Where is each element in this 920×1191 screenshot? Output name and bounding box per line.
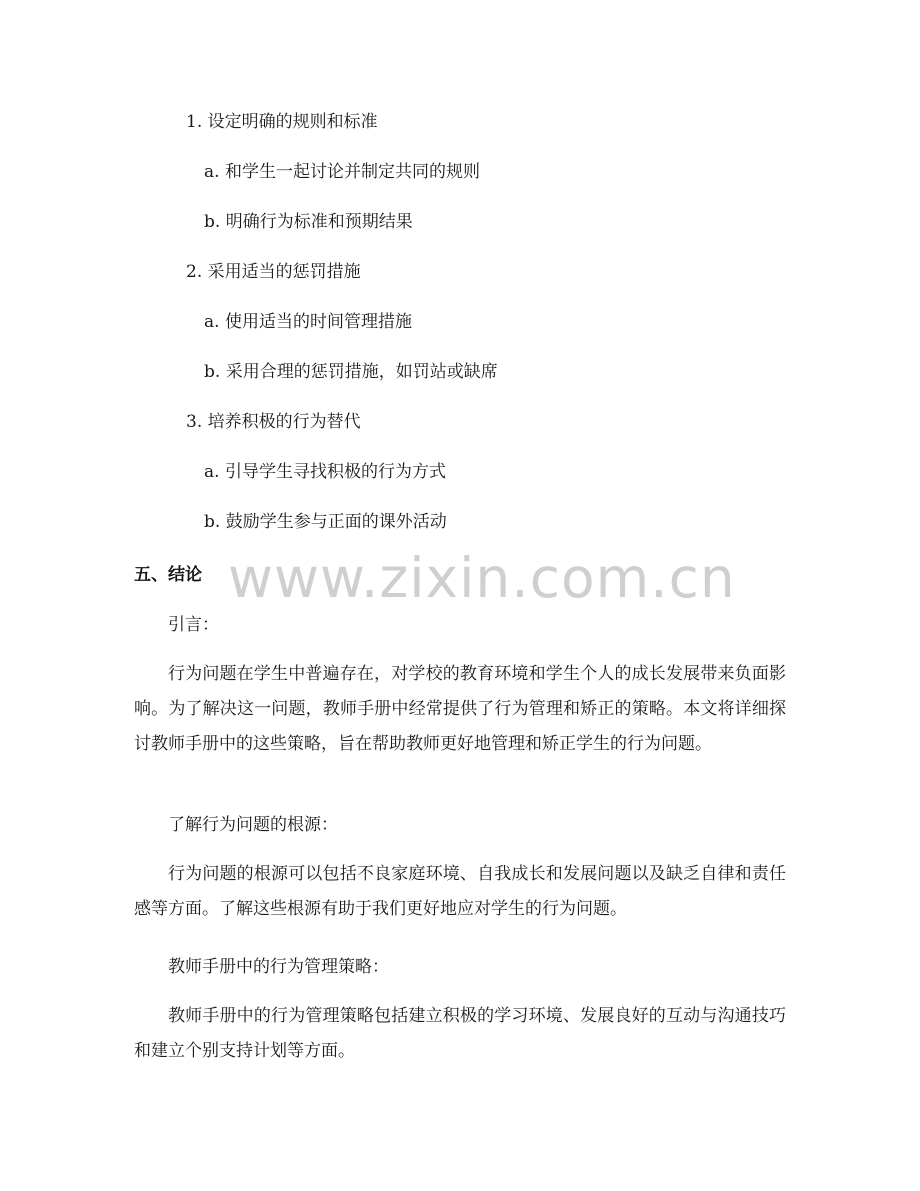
section-heading: 五、结论 bbox=[134, 565, 202, 585]
strategy-paragraph: 教师手册中的行为管理策略包括建立积极的学习环境、发展良好的互动与沟通技巧和建立个别支持计划等方面。 bbox=[134, 1006, 786, 1061]
outline-item-3a: a. 引导学生寻找积极的行为方式 bbox=[204, 462, 446, 482]
outline-item-2a: a. 使用适当的时间管理措施 bbox=[204, 312, 412, 332]
outline-item-1: 1. 设定明确的规则和标准 bbox=[186, 112, 378, 132]
intro-label: 引言： bbox=[168, 615, 219, 635]
outline-item-1b: b. 明确行为标准和预期结果 bbox=[204, 212, 413, 232]
outline-item-1a: a. 和学生一起讨论并制定共同的规则 bbox=[204, 162, 480, 182]
intro-paragraph: 行为问题在学生中普遍存在，对学校的教育环境和学生个人的成长发展带来负面影响。为了解决这一问题，教师手册中经常提供了行为管理和矫正的策略。本文将详细探讨教师手册中的这些策略，旨在帮助教师更好地管理和矫正学生的行为问题。 bbox=[134, 664, 786, 754]
outline-item-2: 2. 采用适当的惩罚措施 bbox=[186, 262, 361, 282]
outline-item-3b: b. 鼓励学生参与正面的课外活动 bbox=[204, 512, 447, 532]
roots-label: 了解行为问题的根源： bbox=[168, 815, 338, 835]
strategy-label: 教师手册中的行为管理策略： bbox=[168, 957, 389, 977]
watermark: www.zixin.com.cn bbox=[228, 546, 736, 610]
outline-item-3: 3. 培养积极的行为替代 bbox=[186, 412, 361, 432]
outline-item-2b: b. 采用合理的惩罚措施，如罚站或缺席 bbox=[204, 362, 498, 382]
roots-paragraph: 行为问题的根源可以包括不良家庭环境、自我成长和发展问题以及缺乏自律和责任感等方面。了解这些根源有助于我们更好地应对学生的行为问题。 bbox=[134, 864, 786, 919]
